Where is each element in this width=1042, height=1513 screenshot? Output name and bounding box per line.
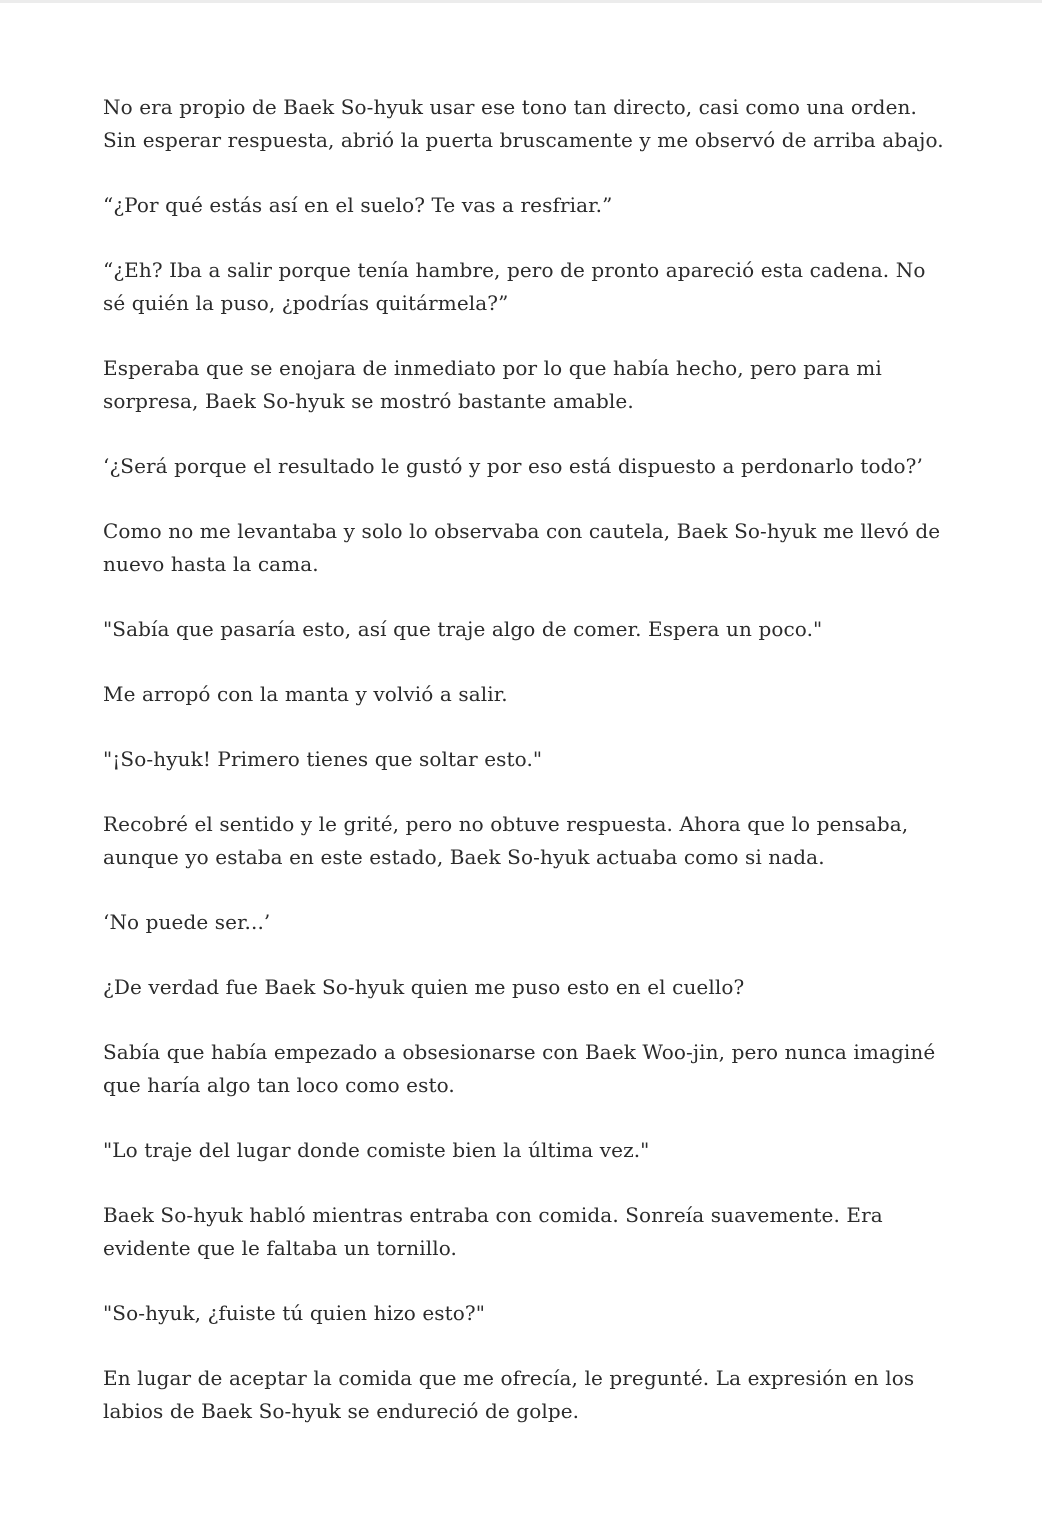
paragraph: Esperaba que se enojara de inmediato por lo que había hecho, pero para mi sorpresa, Baek So-hyuk se mostró bastante amable. (103, 356, 882, 413)
paragraph: "Sabía que pasaría esto, así que traje algo de comer. Espera un poco." (103, 617, 823, 641)
paragraph: “¿Eh? Iba a salir porque tenía hambre, pero de pronto apareció esta cadena. No sé quién la puso, ¿podrías quitármela?” (103, 258, 926, 315)
paragraph: "¡So-hyuk! Primero tienes que soltar esto." (103, 747, 543, 771)
paragraph: "So-hyuk, ¿fuiste tú quien hizo esto?" (103, 1301, 486, 1325)
paragraph: Como no me levantaba y solo lo observaba con cautela, Baek So-hyuk me llevó de nuevo hasta la cama. (103, 519, 941, 576)
paragraph: Recobré el sentido y le grité, pero no obtuve respuesta. Ahora que lo pensaba, aunque yo estaba en este estado, Baek So-hyuk actuaba como si nada. (103, 812, 909, 869)
paragraph: ‘¿Será porque el resultado le gustó y por eso está dispuesto a perdonarlo todo?’ (103, 454, 923, 478)
paragraph: ¿De verdad fue Baek So-hyuk quien me puso esto en el cuello? (103, 975, 745, 999)
top-divider (0, 0, 1042, 3)
paragraph: Baek So-hyuk habló mientras entraba con comida. Sonreía suavemente. Era evidente que le faltaba un tornillo. (103, 1203, 883, 1260)
chapter-text (103, 91, 948, 1460)
paragraph: Me arropó con la manta y volvió a salir. (103, 682, 508, 706)
paragraph: Sabía que había empezado a obsesionarse con Baek Woo-jin, pero nunca imaginé que haría algo tan loco como esto. (103, 1040, 936, 1097)
paragraph: “¿Por qué estás así en el suelo? Te vas a resfriar.” (103, 193, 613, 217)
paragraph: ‘No puede ser...’ (103, 910, 271, 934)
paragraph: En lugar de aceptar la comida que me ofrecía, le pregunté. La expresión en los labios de Baek So-hyuk se endureció de golpe. (103, 1366, 915, 1423)
paragraph: "Lo traje del lugar donde comiste bien la última vez." (103, 1138, 650, 1162)
paragraph: No era propio de Baek So-hyuk usar ese tono tan directo, casi como una orden. Sin esperar respuesta, abrió la puerta bruscamente y me observó de arriba abajo. (103, 95, 944, 152)
